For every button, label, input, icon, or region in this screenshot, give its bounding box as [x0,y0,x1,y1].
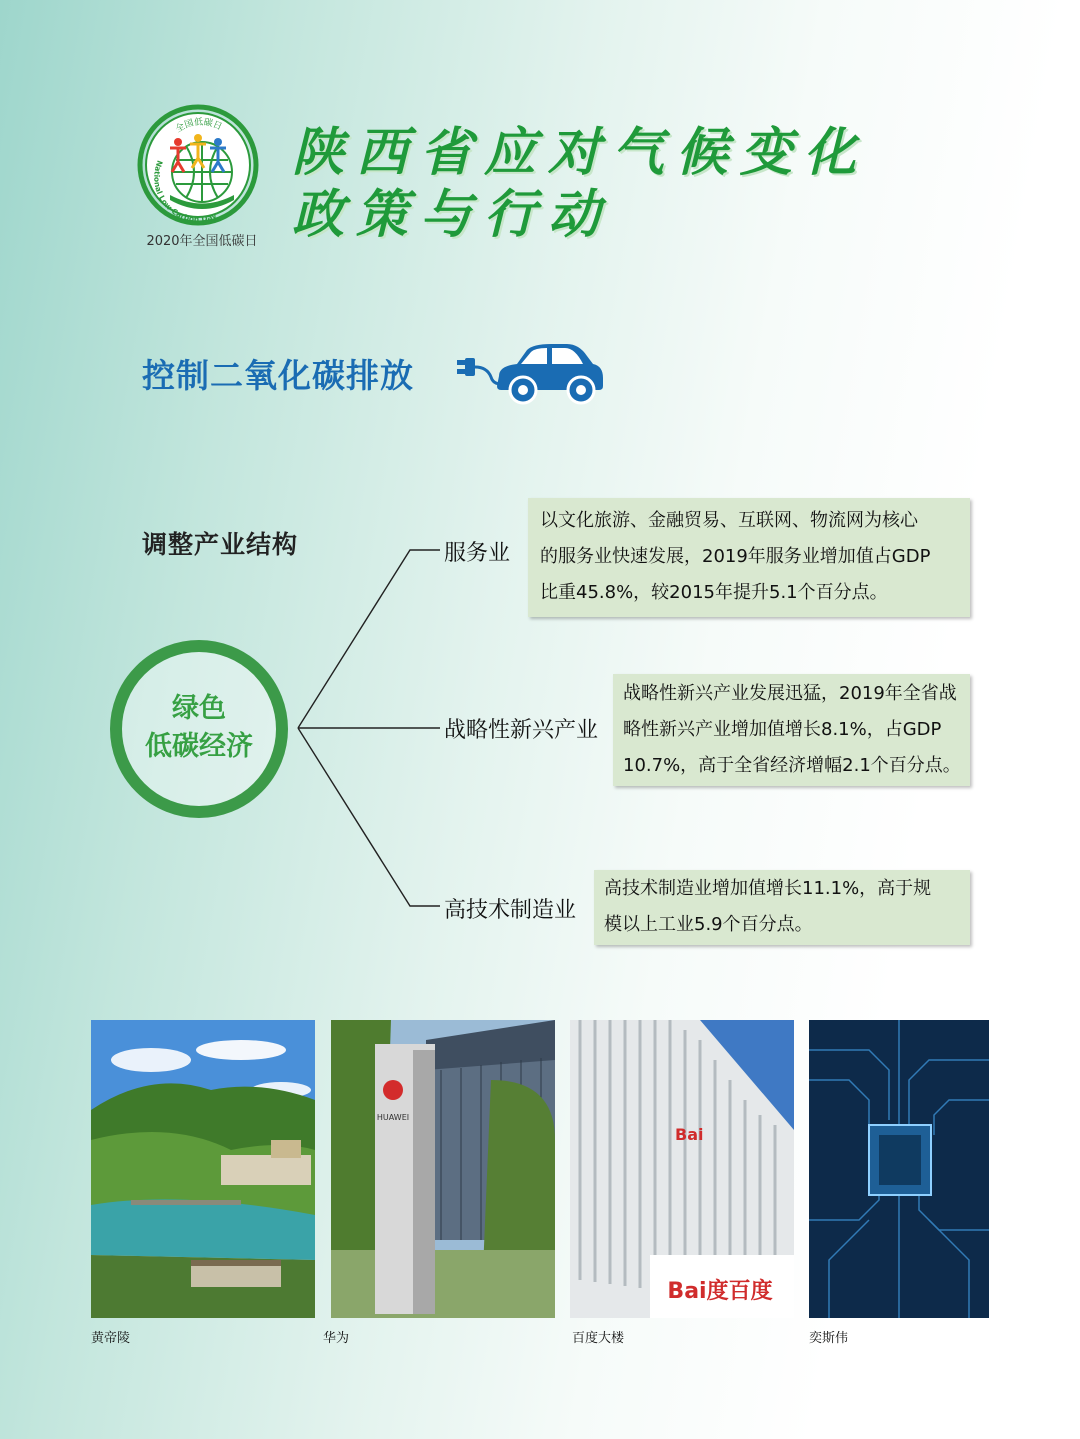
circle-label-line-1: 绿色 [172,693,226,724]
photo-baidu-building [570,1020,794,1318]
baidu-sign-text: Bai度百度 [667,1279,773,1304]
desc-line: 10.7%，高于全省经济增幅2.1个百分点。 [623,755,961,776]
photo-huangdi-mausoleum [91,1020,315,1318]
desc-line: 以文化旅游、金融贸易、互联网、物流网为核心 [540,510,918,531]
desc-line: 略性新兴产业增加值增长8.1%，占GDP [623,719,942,740]
logo-ring-text-en: National Low Carbon Day [152,159,218,224]
svg-text:Bai: Bai [675,1125,704,1144]
logo-ring-text: 全国低碳日 [174,117,224,136]
branch-desc-emerging-industry [613,674,970,786]
branch-label-hightech-manufacturing: 高技术制造业 [444,898,577,923]
photo-caption: 黄帝陵 [91,1331,131,1346]
photo-caption: 华为 [323,1331,350,1346]
photo-caption: 百度大楼 [572,1331,625,1346]
desc-line: 的服务业快速发展，2019年服务业增加值占GDP [540,546,931,567]
logo-caption: 2020年全国低碳日 [146,234,258,249]
photo-huawei [331,1020,555,1318]
page-title-line-1: 陕西省应对气候变化 [292,122,869,183]
green-economy-label [110,690,288,766]
desc-line: 模以上工业5.9个百分点。 [604,914,813,935]
desc-line: 比重45.8%，较2015年提升5.1个百分点。 [540,582,888,603]
page-title-line-2: 政策与行动 [292,184,613,245]
circle-label-line-2: 低碳经济 [145,731,253,762]
photo-eswin-chip [809,1020,989,1318]
branch-label-emerging-industry: 战略性新兴产业 [444,718,599,743]
sub-heading: 调整产业结构 [142,530,299,559]
photo-caption: 奕斯伟 [809,1331,849,1346]
branch-label-service: 服务业 [444,541,511,566]
huawei-sign-text: HUAWEI [376,1113,410,1122]
branch-desc-hightech-manufacturing [594,870,970,945]
desc-line: 高技术制造业增加值增长11.1%，高于规 [604,878,932,899]
branch-desc-service [528,498,970,617]
section-heading: 控制二氧化碳排放 [142,356,414,395]
desc-line: 战略性新兴产业发展迅猛，2019年全省战 [623,683,957,704]
